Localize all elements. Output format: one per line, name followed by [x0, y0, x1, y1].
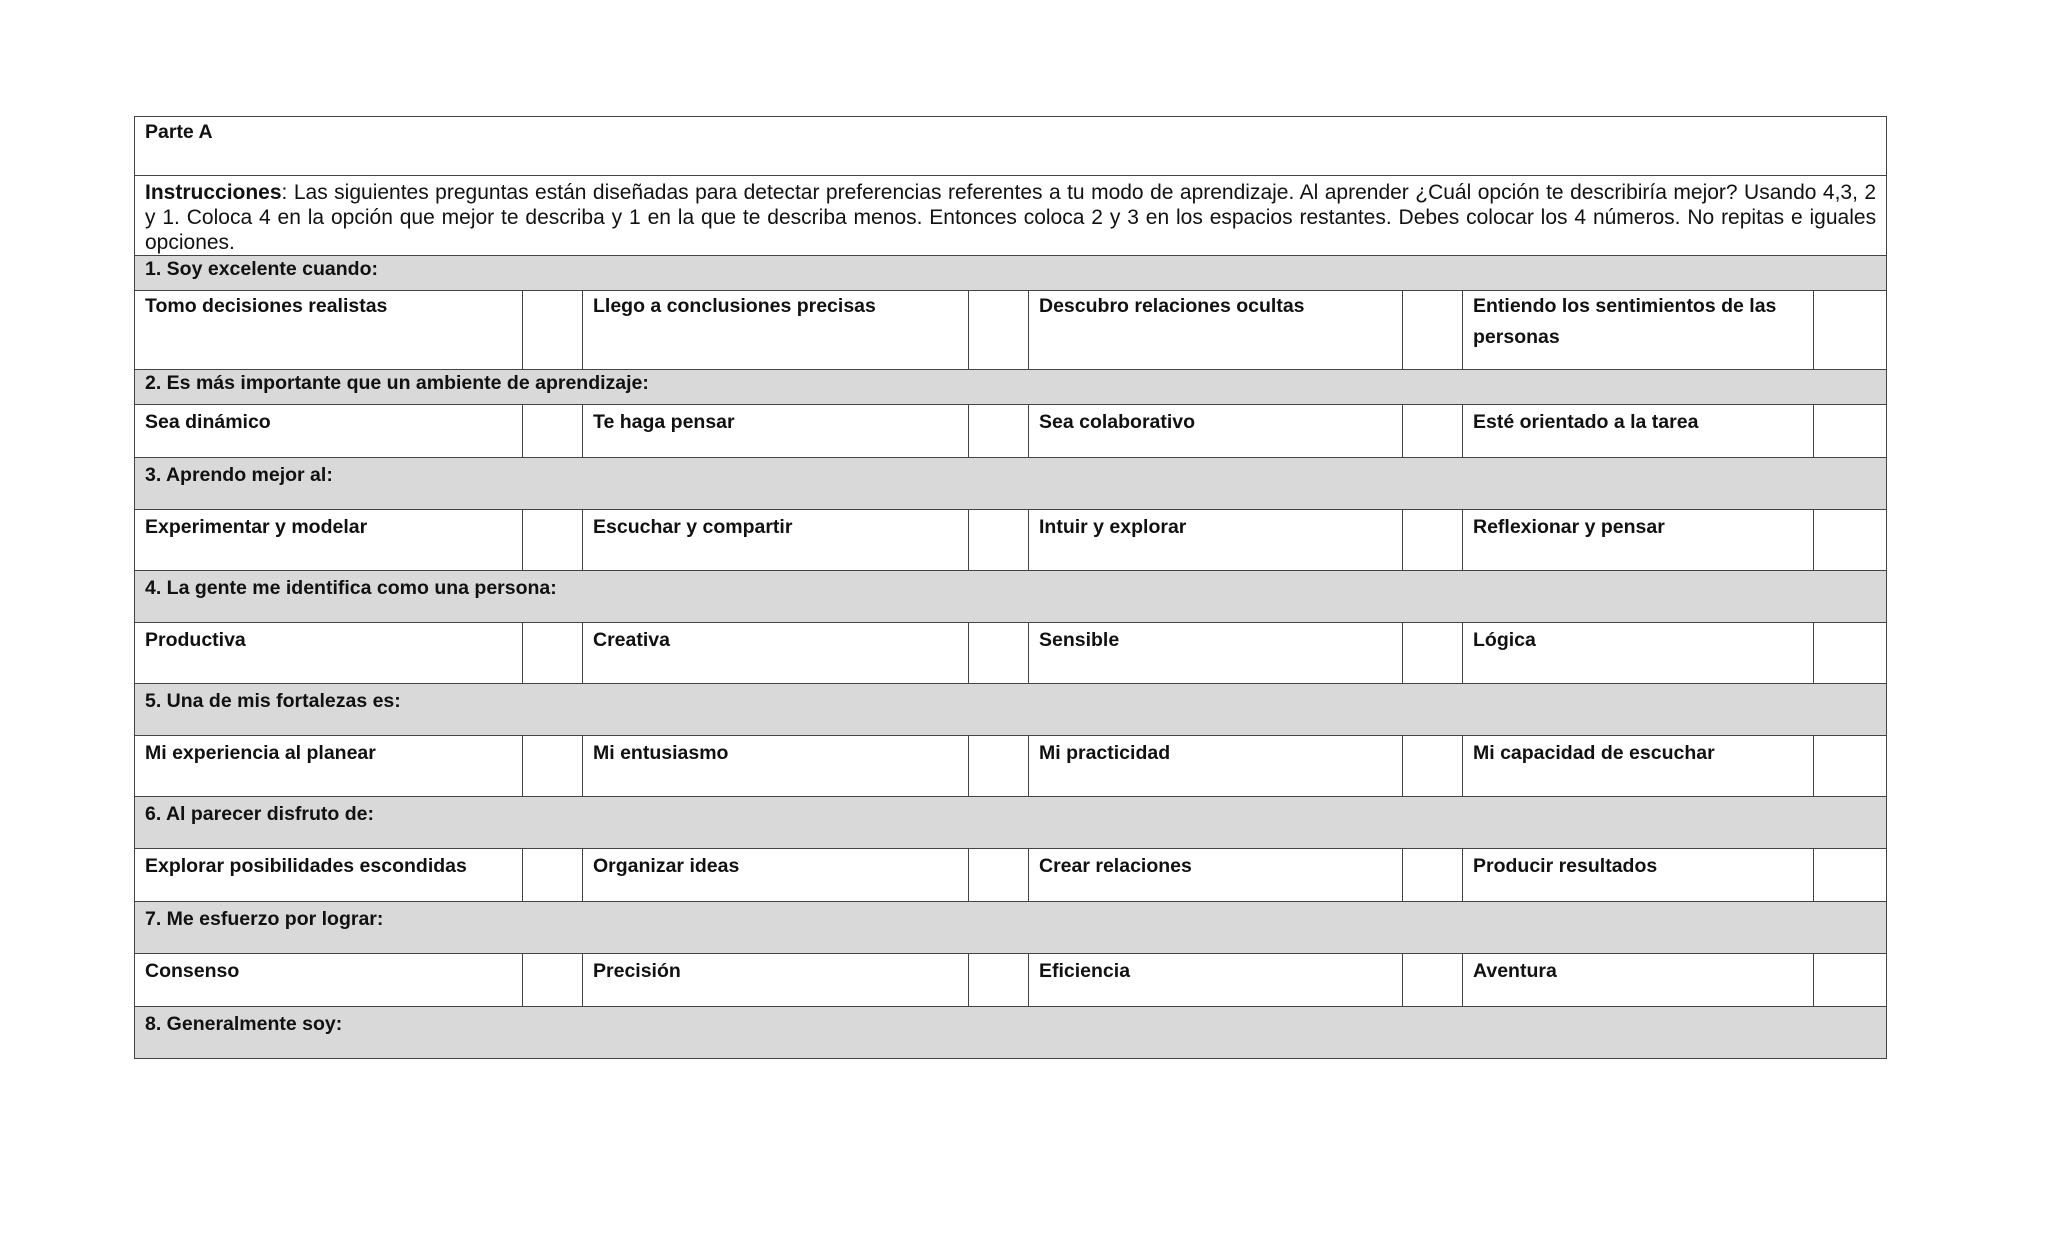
option-label: Producir resultados — [1463, 849, 1814, 902]
question-prompt: 8. Generalmente soy: — [135, 1007, 1887, 1059]
option-label: Explorar posibilidades escondidas — [135, 849, 523, 902]
parte-title: Parte A — [135, 117, 1887, 176]
rank-box[interactable] — [1403, 736, 1463, 797]
option-label: Reflexionar y pensar — [1463, 510, 1814, 571]
option-label: Organizar ideas — [583, 849, 969, 902]
option-label: Mi capacidad de escuchar — [1463, 736, 1814, 797]
instructions — [135, 176, 1887, 256]
option-label: Mi entusiasmo — [583, 736, 969, 797]
rank-box[interactable] — [969, 849, 1029, 902]
rank-box[interactable] — [523, 405, 583, 458]
rank-box[interactable] — [1814, 849, 1887, 902]
option-label: Experimentar y modelar — [135, 510, 523, 571]
question-prompt: 7. Me esfuerzo por lograr: — [135, 902, 1887, 954]
option-label: Lógica — [1463, 623, 1814, 684]
question-prompt: 2. Es más importante que un ambiente de aprendizaje: — [135, 370, 1887, 405]
survey-sheet — [134, 116, 1886, 1059]
option-label: Crear relaciones — [1029, 849, 1403, 902]
option-label: Intuir y explorar — [1029, 510, 1403, 571]
rank-box[interactable] — [1403, 405, 1463, 458]
question-prompt: 5. Una de mis fortalezas es: — [135, 684, 1887, 736]
rank-box[interactable] — [1814, 510, 1887, 571]
option-label: Consenso — [135, 954, 523, 1007]
rank-box[interactable] — [1403, 291, 1463, 370]
rank-box[interactable] — [523, 510, 583, 571]
instructions-text: : Las siguientes preguntas están diseñadas para detectar preferencias referentes a tu modo de aprendizaje. Al aprender ¿Cuál opción te describiría mejor? Usando 4,3, 2 y 1. Coloca 4 en la opción que mejor te describa y 1 en la que te describa menos. Entonces coloca 2 y 3 en los espacios restantes. Debes colocar los 4 números. No repitas e iguales opciones. — [145, 181, 1877, 254]
rank-box[interactable] — [1403, 954, 1463, 1007]
option-label: Productiva — [135, 623, 523, 684]
rank-box[interactable] — [969, 405, 1029, 458]
instructions-label: Instrucciones — [145, 181, 282, 204]
rank-box[interactable] — [523, 849, 583, 902]
option-label: Aventura — [1463, 954, 1814, 1007]
rank-box[interactable] — [523, 736, 583, 797]
rank-box[interactable] — [969, 510, 1029, 571]
option-label: Mi experiencia al planear — [135, 736, 523, 797]
question-prompt: 1. Soy excelente cuando: — [135, 256, 1887, 291]
option-label: Tomo decisiones realistas — [135, 291, 523, 370]
rank-box[interactable] — [1403, 849, 1463, 902]
rank-box[interactable] — [969, 954, 1029, 1007]
rank-box[interactable] — [523, 291, 583, 370]
option-label: Precisión — [583, 954, 969, 1007]
option-label: Entiendo los sentimientos de las personas — [1463, 291, 1814, 370]
option-label: Descubro relaciones ocultas — [1029, 291, 1403, 370]
rank-box[interactable] — [523, 623, 583, 684]
option-label: Esté orientado a la tarea — [1463, 405, 1814, 458]
rank-box[interactable] — [1814, 405, 1887, 458]
rank-box[interactable] — [1403, 510, 1463, 571]
rank-box[interactable] — [1814, 954, 1887, 1007]
option-label: Sea colaborativo — [1029, 405, 1403, 458]
question-prompt: 3. Aprendo mejor al: — [135, 458, 1887, 510]
option-label: Te haga pensar — [583, 405, 969, 458]
option-label: Creativa — [583, 623, 969, 684]
rank-box[interactable] — [969, 291, 1029, 370]
option-label: Sea dinámico — [135, 405, 523, 458]
question-prompt: 4. La gente me identifica como una persona: — [135, 571, 1887, 623]
rank-box[interactable] — [1814, 623, 1887, 684]
rank-box[interactable] — [1814, 736, 1887, 797]
question-prompt: 6. Al parecer disfruto de: — [135, 797, 1887, 849]
rank-box[interactable] — [1814, 291, 1887, 370]
rank-box[interactable] — [969, 623, 1029, 684]
option-label: Mi practicidad — [1029, 736, 1403, 797]
rank-box[interactable] — [969, 736, 1029, 797]
rank-box[interactable] — [1403, 623, 1463, 684]
rank-box[interactable] — [523, 954, 583, 1007]
option-label: Llego a conclusiones precisas — [583, 291, 969, 370]
survey-table — [134, 116, 1887, 1059]
option-label: Escuchar y compartir — [583, 510, 969, 571]
option-label: Sensible — [1029, 623, 1403, 684]
option-label: Eficiencia — [1029, 954, 1403, 1007]
